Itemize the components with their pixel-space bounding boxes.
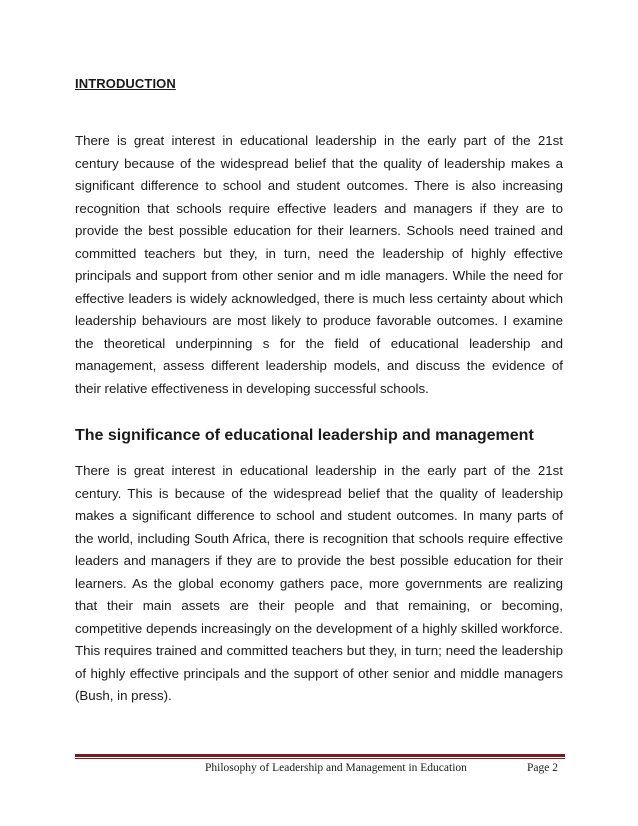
footer-rule-thick xyxy=(75,754,565,757)
section-heading: The significance of educational leadership and management xyxy=(75,427,534,444)
introduction-heading: INTRODUCTION xyxy=(75,76,176,91)
footer-title: Philosophy of Leadership and Management in Education xyxy=(205,762,467,774)
footer-page-number: Page 2 xyxy=(527,762,558,774)
section-paragraph: There is great interest in educational leadership in the early part of the 21st century. This is because of the widespread belief that the quality of leadership makes a significant difference to school and student outcomes. In many parts of the world, including South Africa, there is recognition that schools require effective leaders and managers if they are to provide the best possible education for their learners. As the global economy gathers pace, more governments are realizing that their main assets are their people and that remaining, or becoming, competitive depends increasingly on the development of a highly skilled workforce. This requires trained and committed teachers but they, in turn; need the leadership of highly effective principals and the support of other senior and middle managers (Bush, in press). xyxy=(75,463,563,703)
footer-rule-thin xyxy=(75,758,565,759)
introduction-paragraph: There is great interest in educational leadership in the early part of the 21st century because of the widespread belief that the quality of leadership makes a significant difference to school and student outcomes. There is also increasing recognition that schools require effective leaders and managers if they are to provide the best possible education for their learners. Schools need trained and committed teachers but they, in turn, need the leadership of highly effective principals and support from other senior and m idle managers. While the need for effective leaders is widely acknowledged, there is much less certainty about which leadership behaviours are most likely to produce favorable outcomes. I examine the theoretical underpinning s for the field of educational leadership and management, assess different leadership models, and discuss the evidence of their relative effectiveness in developing successful schools. xyxy=(75,133,563,396)
